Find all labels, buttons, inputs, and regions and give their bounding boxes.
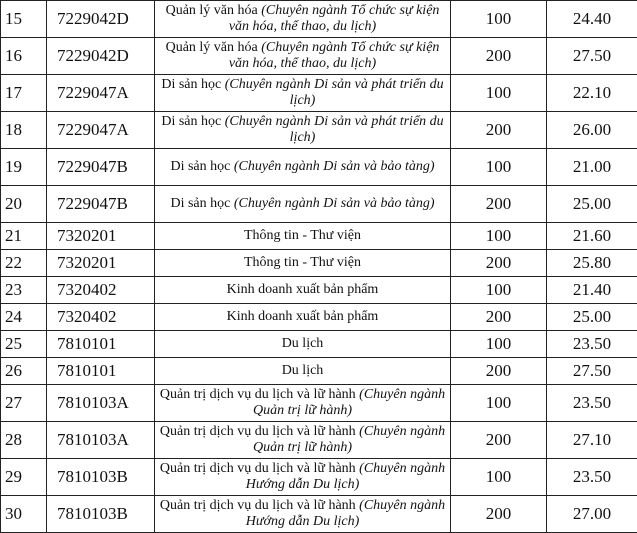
specialization-note: (Chuyên ngành Di sản và phát triển du lịch) [225,114,444,145]
admission-method: 100 [451,1,547,38]
admission-method: 100 [451,223,547,250]
major-code: 7229047B [47,149,155,186]
admission-method: 200 [451,358,547,385]
benchmark-score: 27.10 [547,422,637,459]
benchmark-score: 23.50 [547,331,637,358]
table-row [1,75,637,112]
admission-method: 100 [451,277,547,304]
major-code: 7229042D [47,38,155,75]
benchmark-score: 21.40 [547,277,637,304]
table-row [1,385,637,422]
major-name-cell [155,304,451,331]
major-code: 7320201 [47,250,155,277]
row-number: 27 [1,385,47,422]
admission-method: 200 [451,186,547,223]
admission-method: 200 [451,422,547,459]
row-number: 25 [1,331,47,358]
row-number: 29 [1,459,47,496]
benchmark-score: 26.00 [547,112,637,149]
major-name-cell [155,1,451,38]
major-name-cell [155,358,451,385]
major-name-cell [155,38,451,75]
major-name: Quản trị dịch vụ du lịch và lữ hành [160,498,356,513]
benchmark-score: 23.50 [547,385,637,422]
benchmark-score: 21.00 [547,149,637,186]
row-number: 20 [1,186,47,223]
row-number: 19 [1,149,47,186]
admission-method: 100 [451,149,547,186]
major-name-cell [155,112,451,149]
specialization-note: (Chuyên ngành Di sản và bảo tàng) [234,196,435,211]
major-code: 7320402 [47,277,155,304]
table-row [1,422,637,459]
major-code: 7810101 [47,358,155,385]
major-name: Quản lý văn hóa [166,3,258,18]
row-number: 23 [1,277,47,304]
major-name-cell [155,186,451,223]
major-name-cell [155,331,451,358]
major-code: 7810103B [47,496,155,533]
row-number: 18 [1,112,47,149]
specialization-note: (Chuyên ngành Quản trị lữ hành) [253,387,445,418]
benchmark-score: 27.00 [547,496,637,533]
table-row [1,1,637,38]
major-code: 7320402 [47,304,155,331]
table-row [1,38,637,75]
row-number: 21 [1,223,47,250]
admission-method: 200 [451,304,547,331]
major-code: 7229042D [47,1,155,38]
table-row [1,331,637,358]
major-name-cell [155,385,451,422]
table-row [1,112,637,149]
major-name-cell [155,459,451,496]
major-name: Di sản học [170,159,230,174]
admission-method: 100 [451,385,547,422]
admission-method: 200 [451,112,547,149]
major-name: Di sản học [161,77,221,92]
major-name: Du lịch [282,363,324,378]
major-code: 7229047A [47,75,155,112]
table-row [1,186,637,223]
row-number: 24 [1,304,47,331]
benchmark-score: 27.50 [547,358,637,385]
major-name: Quản lý văn hóa [166,40,258,55]
table-row [1,304,637,331]
specialization-note: (Chuyên ngành Tổ chức sự kiện văn hóa, thể thao, du lịch) [229,3,440,34]
row-number: 17 [1,75,47,112]
table-row [1,149,637,186]
benchmark-score: 22.10 [547,75,637,112]
admission-method: 200 [451,38,547,75]
major-code: 7810101 [47,331,155,358]
table-row [1,223,637,250]
table-row [1,358,637,385]
row-number: 16 [1,38,47,75]
major-code: 7229047B [47,186,155,223]
specialization-note: (Chuyên ngành Di sản và phát triển du lịch) [225,77,444,108]
major-name-cell [155,250,451,277]
table-row [1,496,637,533]
specialization-note: (Chuyên ngành Hướng dẫn Du lịch) [246,498,445,529]
major-code: 7810103B [47,459,155,496]
specialization-note: (Chuyên ngành Tổ chức sự kiện văn hóa, thể thao, du lịch) [229,40,440,71]
major-name-cell [155,75,451,112]
admission-method: 200 [451,496,547,533]
table-body [1,1,637,533]
benchmark-score: 21.60 [547,223,637,250]
admission-method: 100 [451,331,547,358]
major-code: 7810103A [47,422,155,459]
admission-method: 200 [451,250,547,277]
major-name: Thông tin - Thư viện [244,255,361,270]
specialization-note: (Chuyên ngành Di sản và bảo tàng) [234,159,435,174]
major-name-cell [155,422,451,459]
major-name-cell [155,149,451,186]
major-name: Quản trị dịch vụ du lịch và lữ hành [160,387,356,402]
major-code: 7810103A [47,385,155,422]
major-name-cell [155,223,451,250]
major-name: Di sản học [170,196,230,211]
major-name: Kinh doanh xuất bản phẩm [227,309,379,324]
major-code: 7229047A [47,112,155,149]
major-name: Di sản học [161,114,221,129]
major-name: Quản trị dịch vụ du lịch và lữ hành [160,461,356,476]
admission-method: 100 [451,75,547,112]
table-row [1,250,637,277]
row-number: 22 [1,250,47,277]
specialization-note: (Chuyên ngành Quản trị lữ hành) [253,424,445,455]
major-name-cell [155,496,451,533]
major-name: Thông tin - Thư viện [244,228,361,243]
benchmark-score: 27.50 [547,38,637,75]
row-number: 30 [1,496,47,533]
benchmark-score: 23.50 [547,459,637,496]
benchmark-score: 24.40 [547,1,637,38]
benchmark-score: 25.80 [547,250,637,277]
table-row [1,459,637,496]
admission-method: 100 [451,459,547,496]
major-name: Quản trị dịch vụ du lịch và lữ hành [160,424,356,439]
major-name: Du lịch [282,336,324,351]
benchmark-score: 25.00 [547,186,637,223]
major-code: 7320201 [47,223,155,250]
major-name-cell [155,277,451,304]
specialization-note: (Chuyên ngành Hướng dẫn Du lịch) [246,461,445,492]
benchmark-score: 25.00 [547,304,637,331]
row-number: 15 [1,1,47,38]
row-number: 28 [1,422,47,459]
row-number: 26 [1,358,47,385]
table-row [1,277,637,304]
major-name: Kinh doanh xuất bản phẩm [227,282,379,297]
